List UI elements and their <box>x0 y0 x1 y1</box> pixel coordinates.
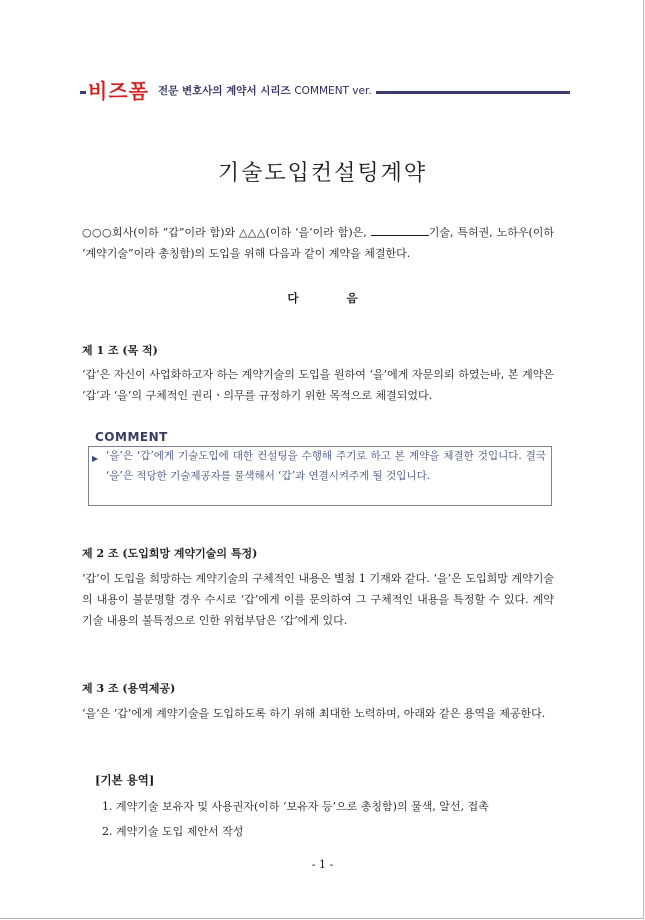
comment-text: ‘을’은 ‘갑’에게 기술도입에 대한 컨설팅을 수행해 주기로 하고 본 계약을 체결한 것입니다. 결국 ‘을’은 적당한 기술제공자를 물색해서 ‘갑’과 연결시켜주게 될 것입니다. <box>106 450 546 482</box>
blank-line <box>371 224 429 236</box>
comment-label: COMMENT <box>95 430 168 444</box>
document-title: 기술도입컨설팅계약 <box>217 161 428 186</box>
triangle-right-icon: ▶ <box>92 454 99 463</box>
article-1-heading: 제 1 조 (목 적) <box>82 344 158 357</box>
article-1-body: ‘갑’은 자신이 사업화하고자 하는 계약기술의 도입을 원하여 ‘을’에게 자문의뢰 하였는바, 본 계약은 ‘갑’과 ‘을’의 구체적인 권리ㆍ의무를 규정하기 위한 목적으로 체결되었다. <box>82 368 554 402</box>
series-text: 전문 변호사의 계약서 시리즈 <box>158 85 291 97</box>
document-header <box>80 78 570 104</box>
article-2-heading: 제 2 조 (도입희망 계약기술의 특정) <box>82 547 258 560</box>
article-2-body: ‘갑’이 도입을 희망하는 계약기술의 구체적인 내용은 별첨 1 기재와 같다. ‘을’은 도입희망 계약기술의 내용이 불분명할 경우 수시로 ‘갑’에게 이를 문의하여 그 구체적인 내용을 특정할 수 있다. 계약기술 내용의 불특정으로 인한 위험부담은 ‘갑’에게 있다. <box>82 572 554 627</box>
intro-paragraph <box>82 222 554 264</box>
basic-services-heading: [기본 용역] <box>95 773 155 787</box>
article-3-body: ‘을’은 ‘갑’에게 계약기술을 도입하도록 하기 위해 최대한 노력하며, 아래와 같은 용역을 제공한다. <box>82 707 546 720</box>
brand-logo: 비즈폼 <box>86 78 155 104</box>
list-item: 1. 계약기술 보유자 및 사용권자(이하 ‘보유자 등’으로 총칭함)의 물색, 알선, 접촉 <box>102 800 489 813</box>
series-caption <box>154 82 376 100</box>
article-3-heading: 제 3 조 (용역제공) <box>82 682 176 695</box>
page-number: - 1 - <box>311 858 334 871</box>
comment-version: COMMENT ver. <box>294 85 372 97</box>
intro-part-2: 기술, 특허권, 노하우(이하 ‘계약기술”이라 총칭함)의 도입을 위해 다음과 같이 계약을 체결한다. <box>82 226 554 260</box>
list-item: 2. 계약기술 도입 제안서 작성 <box>102 825 244 838</box>
da-eum-heading: 다 음 <box>287 291 380 305</box>
intro-part-1: ○○○회사(이하 “갑”이라 함)와 △△△(이하 ‘을’이라 함)은, <box>82 226 367 239</box>
